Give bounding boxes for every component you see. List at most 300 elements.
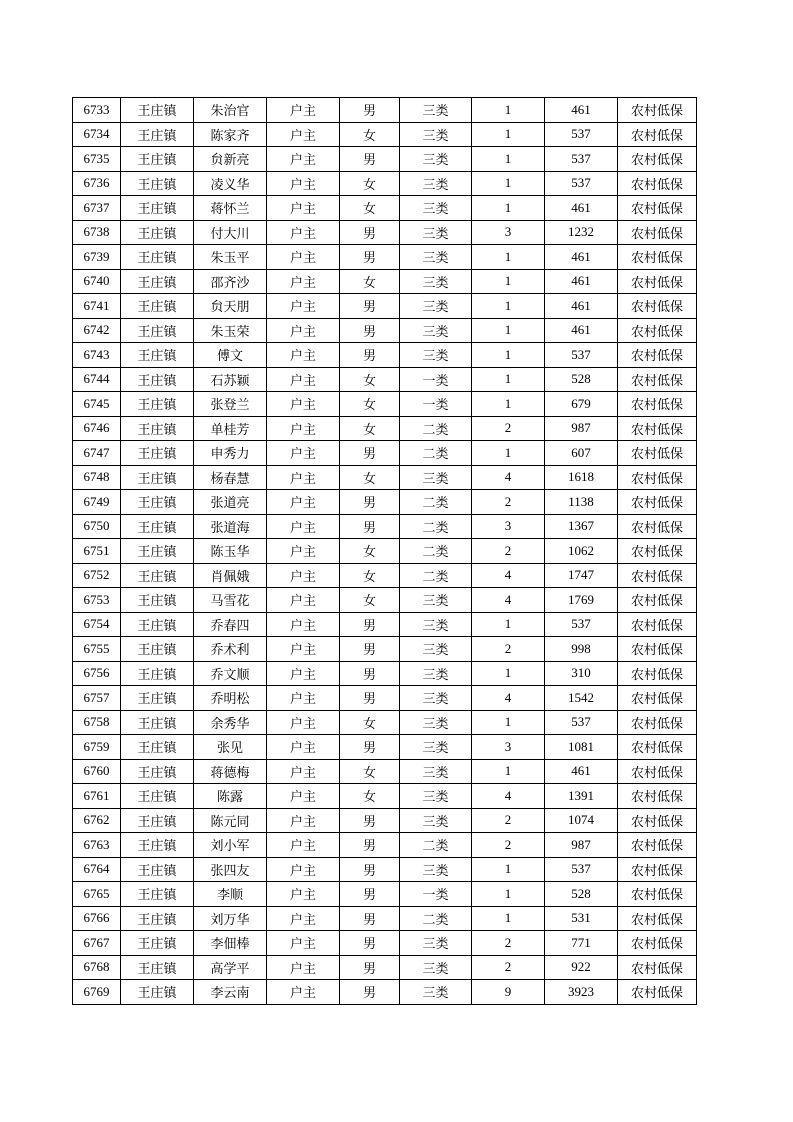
cell-category: 三类 [400,294,472,319]
cell-assistance-type: 农村低保 [618,563,697,588]
cell-assistance-type: 农村低保 [618,759,697,784]
cell-category: 一类 [400,392,472,417]
cell-town: 王庄镇 [121,906,194,931]
table-row [73,171,697,196]
cell-relation: 户主 [267,514,340,539]
cell-amount: 987 [545,833,618,858]
table-row [73,833,697,858]
cell-household-size: 1 [472,392,545,417]
table-row [73,637,697,662]
cell-row-number: 6758 [73,710,121,735]
cell-town: 王庄镇 [121,980,194,1005]
cell-row-number: 6764 [73,857,121,882]
table-row [73,686,697,711]
cell-assistance-type: 农村低保 [618,955,697,980]
table-row [73,588,697,613]
cell-amount: 461 [545,196,618,221]
cell-category: 二类 [400,539,472,564]
cell-gender: 男 [340,931,400,956]
cell-town: 王庄镇 [121,318,194,343]
cell-assistance-type: 农村低保 [618,539,697,564]
cell-town: 王庄镇 [121,661,194,686]
cell-amount: 1618 [545,465,618,490]
table-row [73,269,697,294]
table-row [73,980,697,1005]
cell-row-number: 6735 [73,147,121,172]
cell-category: 二类 [400,563,472,588]
cell-assistance-type: 农村低保 [618,857,697,882]
cell-category: 三类 [400,931,472,956]
cell-category: 三类 [400,343,472,368]
cell-category: 三类 [400,245,472,270]
cell-town: 王庄镇 [121,539,194,564]
cell-relation: 户主 [267,441,340,466]
cell-gender: 女 [340,416,400,441]
cell-category: 二类 [400,490,472,515]
cell-relation: 户主 [267,367,340,392]
cell-assistance-type: 农村低保 [618,245,697,270]
table-row [73,808,697,833]
cell-town: 王庄镇 [121,245,194,270]
cell-name: 李云南 [194,980,267,1005]
cell-category: 三类 [400,808,472,833]
cell-assistance-type: 农村低保 [618,882,697,907]
cell-town: 王庄镇 [121,465,194,490]
cell-relation: 户主 [267,661,340,686]
cell-gender: 女 [340,269,400,294]
cell-amount: 998 [545,637,618,662]
cell-name: 贠天朋 [194,294,267,319]
cell-household-size: 2 [472,833,545,858]
cell-town: 王庄镇 [121,294,194,319]
cell-gender: 女 [340,392,400,417]
cell-row-number: 6756 [73,661,121,686]
cell-relation: 户主 [267,686,340,711]
cell-gender: 男 [340,833,400,858]
cell-name: 朱治官 [194,98,267,123]
cell-name: 张道海 [194,514,267,539]
table-row [73,759,697,784]
cell-town: 王庄镇 [121,171,194,196]
cell-name: 石苏颖 [194,367,267,392]
cell-name: 高学平 [194,955,267,980]
cell-name: 李顺 [194,882,267,907]
cell-amount: 537 [545,612,618,637]
cell-amount: 3923 [545,980,618,1005]
cell-amount: 679 [545,392,618,417]
cell-category: 三类 [400,588,472,613]
cell-category: 三类 [400,661,472,686]
cell-amount: 531 [545,906,618,931]
data-table [72,97,697,1005]
cell-amount: 1081 [545,735,618,760]
cell-gender: 女 [340,759,400,784]
cell-gender: 男 [340,661,400,686]
cell-assistance-type: 农村低保 [618,931,697,956]
cell-town: 王庄镇 [121,931,194,956]
cell-household-size: 1 [472,294,545,319]
cell-relation: 户主 [267,318,340,343]
cell-assistance-type: 农村低保 [618,294,697,319]
cell-amount: 461 [545,245,618,270]
cell-name: 乔春四 [194,612,267,637]
cell-household-size: 4 [472,784,545,809]
cell-gender: 男 [340,514,400,539]
cell-amount: 461 [545,294,618,319]
cell-amount: 537 [545,147,618,172]
cell-gender: 男 [340,343,400,368]
cell-name: 李佃棒 [194,931,267,956]
cell-name: 蒋怀兰 [194,196,267,221]
cell-assistance-type: 农村低保 [618,441,697,466]
cell-gender: 女 [340,710,400,735]
cell-relation: 户主 [267,931,340,956]
cell-row-number: 6748 [73,465,121,490]
cell-relation: 户主 [267,245,340,270]
table-row [73,196,697,221]
cell-town: 王庄镇 [121,710,194,735]
cell-row-number: 6767 [73,931,121,956]
cell-name: 贠新亮 [194,147,267,172]
cell-household-size: 3 [472,220,545,245]
cell-row-number: 6768 [73,955,121,980]
cell-household-size: 1 [472,98,545,123]
table-row [73,710,697,735]
cell-town: 王庄镇 [121,808,194,833]
cell-relation: 户主 [267,882,340,907]
cell-name: 马雪花 [194,588,267,613]
cell-assistance-type: 农村低保 [618,318,697,343]
cell-gender: 男 [340,220,400,245]
cell-relation: 户主 [267,588,340,613]
cell-relation: 户主 [267,710,340,735]
cell-gender: 男 [340,857,400,882]
cell-town: 王庄镇 [121,98,194,123]
cell-name: 乔明松 [194,686,267,711]
cell-gender: 男 [340,808,400,833]
cell-relation: 户主 [267,196,340,221]
cell-relation: 户主 [267,563,340,588]
cell-gender: 女 [340,539,400,564]
cell-row-number: 6749 [73,490,121,515]
cell-relation: 户主 [267,147,340,172]
cell-row-number: 6736 [73,171,121,196]
cell-relation: 户主 [267,269,340,294]
cell-household-size: 9 [472,980,545,1005]
table-row [73,416,697,441]
cell-amount: 537 [545,857,618,882]
cell-name: 单桂芳 [194,416,267,441]
cell-name: 张见 [194,735,267,760]
cell-name: 肖佩娥 [194,563,267,588]
cell-row-number: 6762 [73,808,121,833]
table-row [73,245,697,270]
cell-category: 二类 [400,833,472,858]
cell-amount: 1074 [545,808,618,833]
cell-row-number: 6739 [73,245,121,270]
table-row [73,955,697,980]
cell-assistance-type: 农村低保 [618,784,697,809]
cell-gender: 男 [340,686,400,711]
cell-town: 王庄镇 [121,588,194,613]
cell-assistance-type: 农村低保 [618,637,697,662]
table-row [73,318,697,343]
cell-relation: 户主 [267,220,340,245]
cell-category: 二类 [400,416,472,441]
cell-town: 王庄镇 [121,269,194,294]
cell-amount: 1138 [545,490,618,515]
cell-row-number: 6751 [73,539,121,564]
table-row [73,147,697,172]
cell-row-number: 6744 [73,367,121,392]
cell-gender: 男 [340,906,400,931]
cell-town: 王庄镇 [121,955,194,980]
cell-assistance-type: 农村低保 [618,269,697,294]
cell-amount: 1542 [545,686,618,711]
cell-row-number: 6753 [73,588,121,613]
cell-row-number: 6750 [73,514,121,539]
cell-row-number: 6765 [73,882,121,907]
cell-gender: 女 [340,196,400,221]
cell-row-number: 6747 [73,441,121,466]
table-row [73,784,697,809]
cell-name: 张四友 [194,857,267,882]
cell-category: 三类 [400,612,472,637]
cell-town: 王庄镇 [121,612,194,637]
cell-household-size: 1 [472,367,545,392]
cell-name: 刘万华 [194,906,267,931]
cell-household-size: 1 [472,612,545,637]
table-row [73,661,697,686]
cell-amount: 537 [545,171,618,196]
cell-amount: 528 [545,367,618,392]
cell-amount: 461 [545,318,618,343]
cell-household-size: 1 [472,441,545,466]
cell-household-size: 2 [472,490,545,515]
table-row [73,539,697,564]
cell-relation: 户主 [267,735,340,760]
cell-household-size: 4 [472,465,545,490]
cell-amount: 537 [545,343,618,368]
cell-assistance-type: 农村低保 [618,490,697,515]
cell-relation: 户主 [267,122,340,147]
cell-amount: 310 [545,661,618,686]
cell-gender: 男 [340,882,400,907]
table-row [73,612,697,637]
cell-amount: 1232 [545,220,618,245]
cell-amount: 771 [545,931,618,956]
cell-assistance-type: 农村低保 [618,980,697,1005]
cell-gender: 女 [340,563,400,588]
cell-town: 王庄镇 [121,563,194,588]
table-row [73,906,697,931]
cell-town: 王庄镇 [121,441,194,466]
cell-assistance-type: 农村低保 [618,465,697,490]
cell-name: 朱玉荣 [194,318,267,343]
cell-category: 三类 [400,710,472,735]
table-row [73,465,697,490]
cell-relation: 户主 [267,343,340,368]
cell-category: 三类 [400,784,472,809]
cell-household-size: 3 [472,514,545,539]
cell-name: 刘小军 [194,833,267,858]
cell-town: 王庄镇 [121,857,194,882]
cell-household-size: 1 [472,318,545,343]
cell-household-size: 2 [472,637,545,662]
cell-row-number: 6754 [73,612,121,637]
cell-household-size: 1 [472,759,545,784]
cell-amount: 987 [545,416,618,441]
cell-relation: 户主 [267,98,340,123]
cell-town: 王庄镇 [121,637,194,662]
cell-relation: 户主 [267,759,340,784]
cell-assistance-type: 农村低保 [618,416,697,441]
cell-relation: 户主 [267,637,340,662]
table-row [73,122,697,147]
cell-town: 王庄镇 [121,784,194,809]
cell-town: 王庄镇 [121,343,194,368]
cell-row-number: 6733 [73,98,121,123]
cell-assistance-type: 农村低保 [618,122,697,147]
cell-row-number: 6761 [73,784,121,809]
cell-household-size: 1 [472,710,545,735]
table-row [73,294,697,319]
cell-household-size: 1 [472,147,545,172]
cell-household-size: 1 [472,857,545,882]
cell-amount: 1367 [545,514,618,539]
cell-category: 三类 [400,318,472,343]
cell-assistance-type: 农村低保 [618,906,697,931]
cell-row-number: 6741 [73,294,121,319]
cell-town: 王庄镇 [121,147,194,172]
cell-assistance-type: 农村低保 [618,196,697,221]
cell-household-size: 2 [472,808,545,833]
cell-amount: 537 [545,710,618,735]
table-row [73,392,697,417]
cell-assistance-type: 农村低保 [618,686,697,711]
cell-category: 三类 [400,857,472,882]
table-row [73,931,697,956]
table-row [73,441,697,466]
cell-assistance-type: 农村低保 [618,588,697,613]
cell-gender: 男 [340,98,400,123]
cell-relation: 户主 [267,294,340,319]
table-body [73,98,697,1005]
cell-assistance-type: 农村低保 [618,710,697,735]
cell-household-size: 2 [472,955,545,980]
cell-name: 邵齐沙 [194,269,267,294]
cell-category: 三类 [400,955,472,980]
table-row [73,220,697,245]
cell-relation: 户主 [267,784,340,809]
cell-gender: 男 [340,318,400,343]
cell-household-size: 1 [472,882,545,907]
cell-town: 王庄镇 [121,490,194,515]
cell-gender: 女 [340,465,400,490]
cell-town: 王庄镇 [121,220,194,245]
cell-category: 三类 [400,147,472,172]
cell-household-size: 4 [472,686,545,711]
cell-row-number: 6766 [73,906,121,931]
cell-gender: 男 [340,294,400,319]
cell-town: 王庄镇 [121,122,194,147]
table-row [73,343,697,368]
cell-row-number: 6757 [73,686,121,711]
cell-relation: 户主 [267,416,340,441]
table-row [73,735,697,760]
cell-category: 二类 [400,514,472,539]
cell-assistance-type: 农村低保 [618,220,697,245]
cell-town: 王庄镇 [121,416,194,441]
cell-category: 二类 [400,906,472,931]
cell-row-number: 6763 [73,833,121,858]
cell-name: 乔术利 [194,637,267,662]
cell-gender: 男 [340,735,400,760]
cell-amount: 1747 [545,563,618,588]
cell-household-size: 4 [472,563,545,588]
cell-category: 三类 [400,759,472,784]
cell-town: 王庄镇 [121,833,194,858]
cell-name: 朱玉平 [194,245,267,270]
cell-row-number: 6760 [73,759,121,784]
cell-assistance-type: 农村低保 [618,392,697,417]
cell-row-number: 6745 [73,392,121,417]
table-row [73,490,697,515]
cell-relation: 户主 [267,465,340,490]
cell-gender: 女 [340,171,400,196]
cell-relation: 户主 [267,490,340,515]
cell-gender: 男 [340,612,400,637]
cell-relation: 户主 [267,808,340,833]
cell-gender: 男 [340,441,400,466]
cell-row-number: 6755 [73,637,121,662]
cell-household-size: 1 [472,122,545,147]
cell-assistance-type: 农村低保 [618,367,697,392]
cell-category: 一类 [400,367,472,392]
cell-household-size: 4 [472,588,545,613]
cell-town: 王庄镇 [121,686,194,711]
cell-category: 三类 [400,637,472,662]
cell-name: 杨春慧 [194,465,267,490]
cell-row-number: 6742 [73,318,121,343]
cell-name: 张登兰 [194,392,267,417]
cell-name: 傅文 [194,343,267,368]
cell-name: 申秀力 [194,441,267,466]
cell-relation: 户主 [267,955,340,980]
cell-name: 张道亮 [194,490,267,515]
cell-row-number: 6737 [73,196,121,221]
cell-assistance-type: 农村低保 [618,171,697,196]
cell-amount: 537 [545,122,618,147]
cell-relation: 户主 [267,980,340,1005]
cell-name: 陈玉华 [194,539,267,564]
cell-row-number: 6734 [73,122,121,147]
cell-category: 三类 [400,98,472,123]
cell-amount: 1062 [545,539,618,564]
cell-amount: 1391 [545,784,618,809]
cell-name: 付大川 [194,220,267,245]
cell-category: 一类 [400,882,472,907]
cell-household-size: 1 [472,343,545,368]
table-row [73,514,697,539]
cell-town: 王庄镇 [121,735,194,760]
cell-assistance-type: 农村低保 [618,735,697,760]
cell-name: 余秀华 [194,710,267,735]
cell-name: 凌义华 [194,171,267,196]
cell-assistance-type: 农村低保 [618,147,697,172]
cell-row-number: 6752 [73,563,121,588]
cell-relation: 户主 [267,612,340,637]
